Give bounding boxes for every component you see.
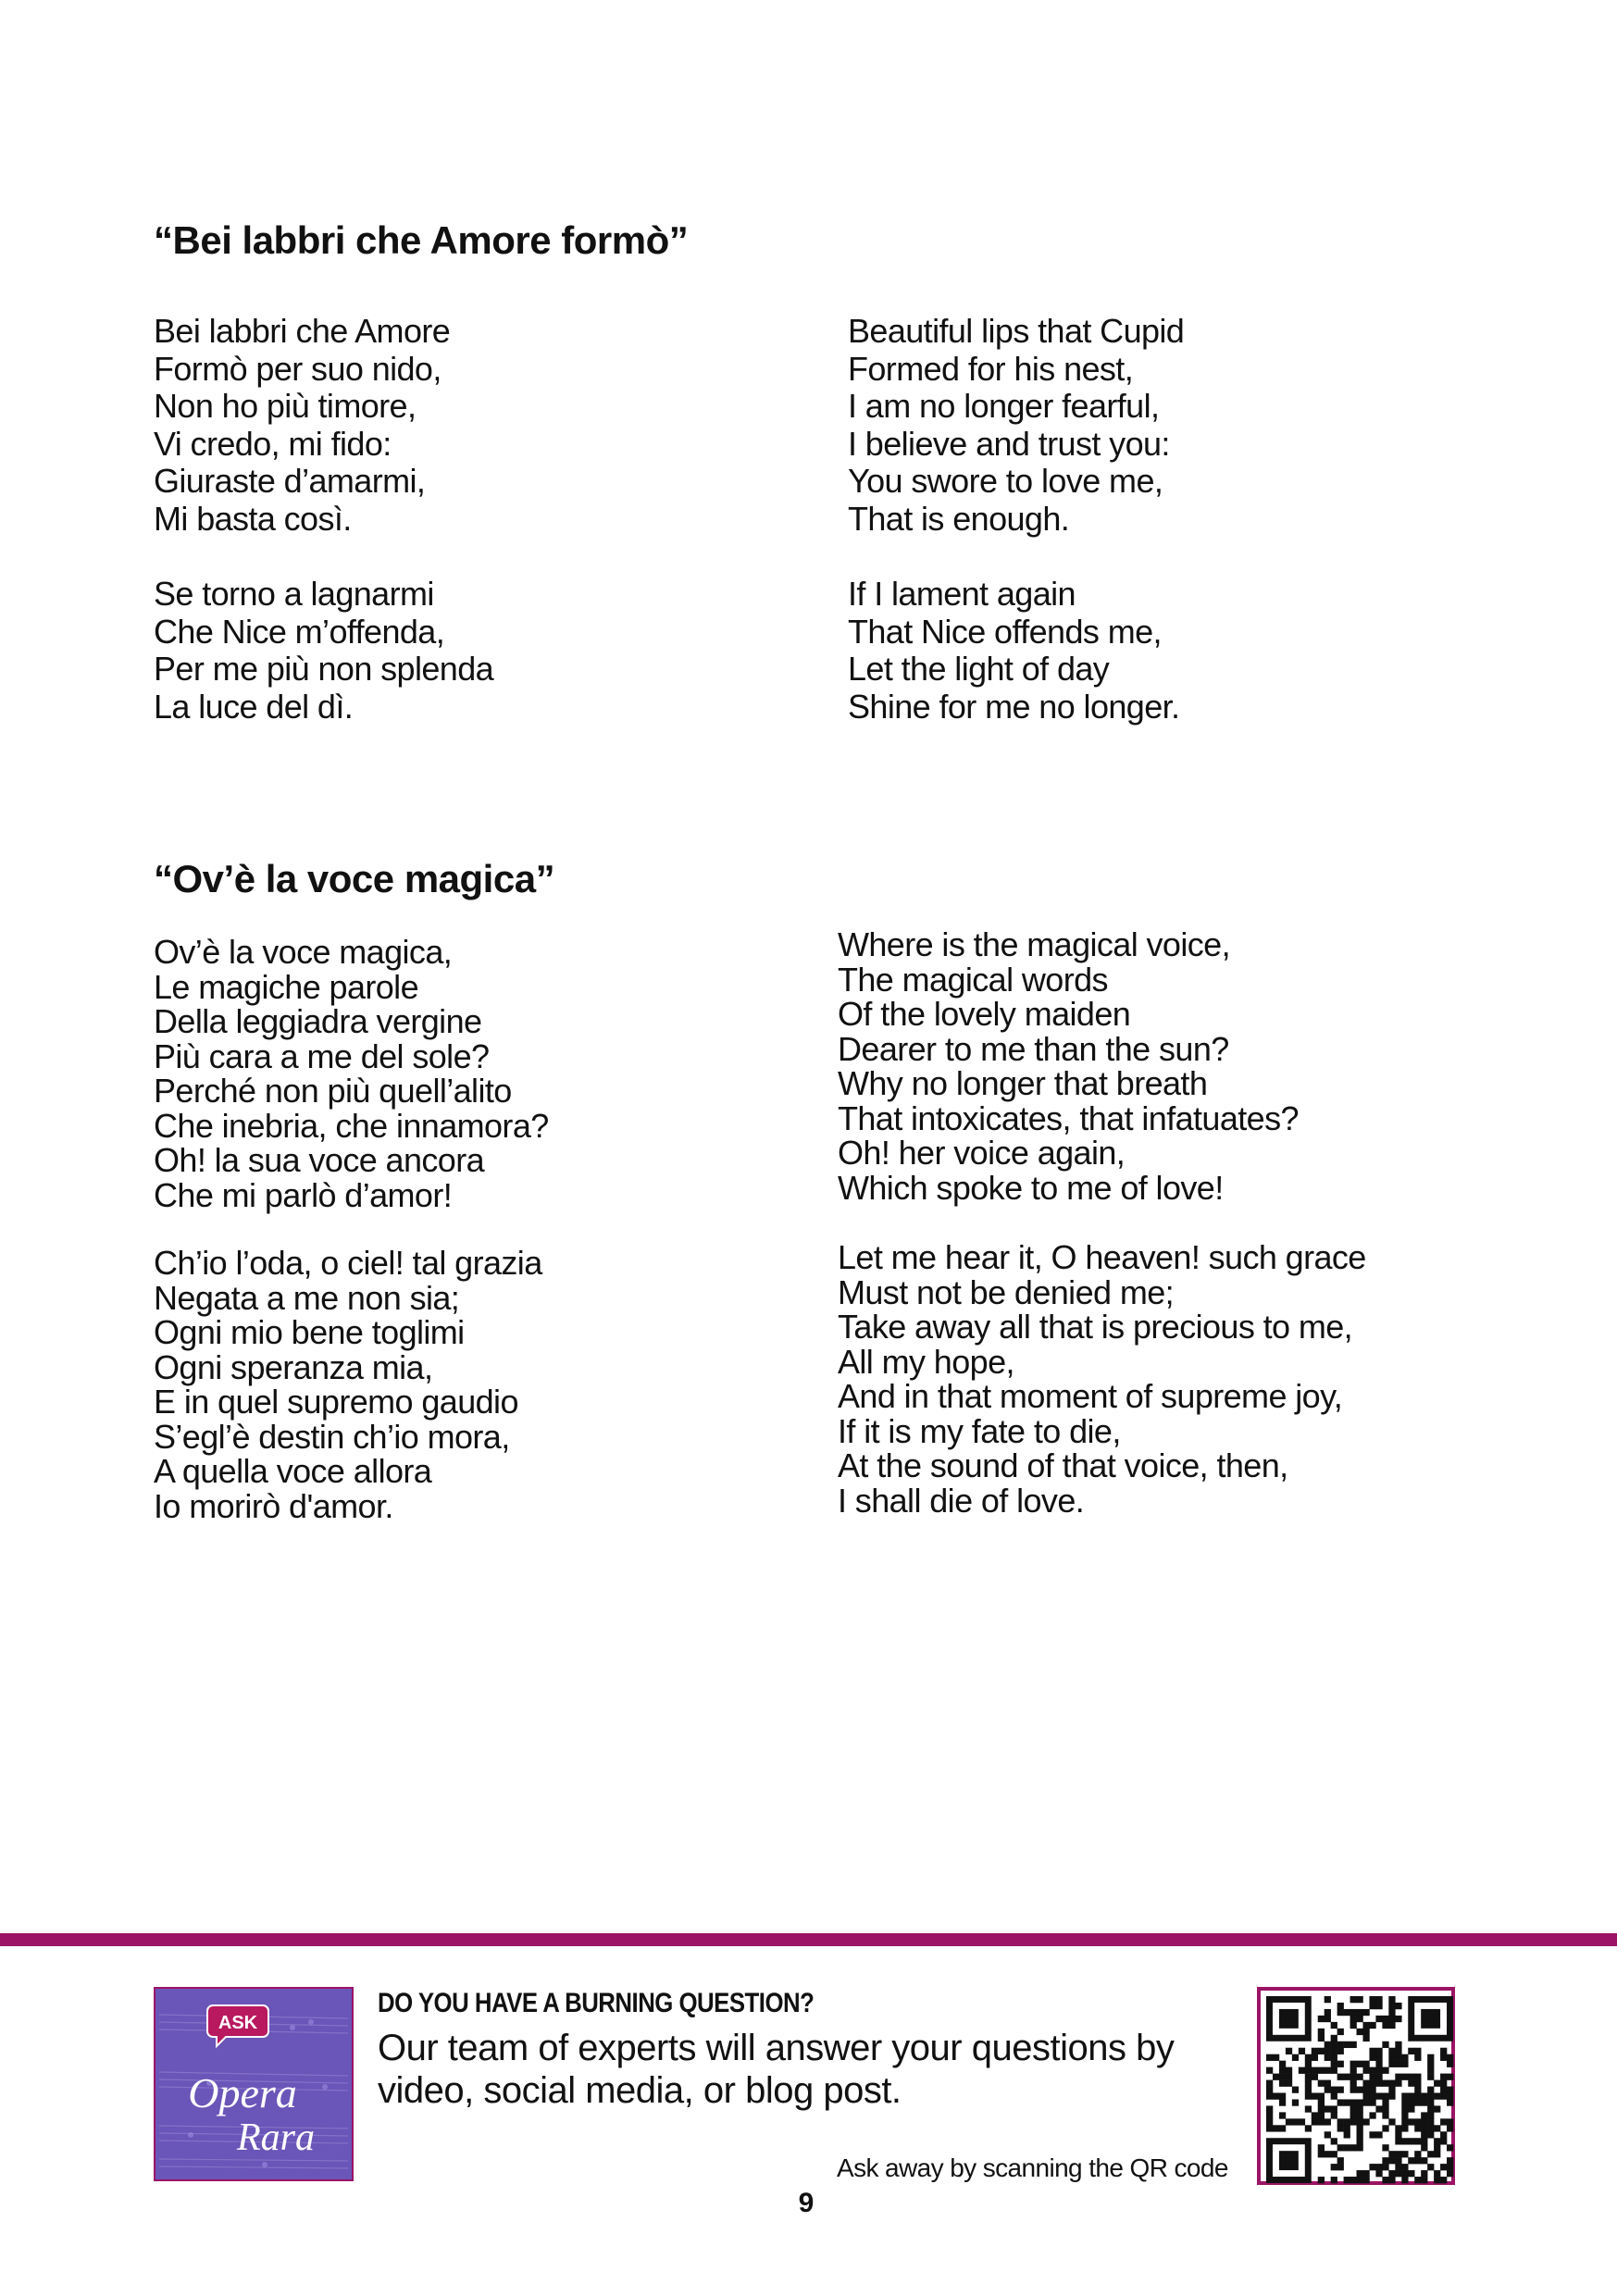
italian-stanza-4 [154,1246,542,1523]
lyric-line: Dearer to me than the sun? [838,1029,1229,1068]
lyric-line: Of the lovely maiden [838,995,1131,1033]
lyric-line: The magical words [838,960,1108,999]
english-stanza-3 [838,927,1299,1205]
qr-code-icon[interactable] [1257,1987,1455,2185]
lyric-line: Vi credo, mi fido: [154,424,392,463]
footer-heading: DO YOU HAVE A BURNING QUESTION? [378,1988,815,2018]
qr-caption: Ask away by scanning the QR code [837,2153,1228,2182]
lyric-line: Io morirò d'amor. [154,1486,393,1525]
lyric-line: Must not be denied me; [838,1272,1175,1311]
lyric-line: All my hope, [838,1342,1014,1381]
lyric-line: Oh! her voice again, [838,1134,1126,1172]
page-number: 9 [798,2188,815,2218]
lyric-line: Che mi parlò d’amor! [154,1175,453,1214]
lyric-line: E in quel supremo gaudio [154,1383,518,1421]
lyric-line: I shall die of love. [838,1481,1085,1520]
lyric-line: Which spoke to me of love! [838,1168,1224,1207]
song-title-bei-labbri: “Bei labbri che Amore formò” [154,218,689,262]
logo-badge-text: ASK [218,2013,258,2033]
italian-stanza-3 [154,935,549,1212]
lyric-line: Beautiful lips that Cupid [848,312,1185,350]
english-stanza-2 [848,576,1179,726]
lyric-line: Per me più non splenda [154,650,494,688]
logo-word-opera: Opera [188,2069,297,2116]
lyric-line: Che inebria, che innamora? [154,1106,549,1145]
lyric-line: Non ho più timore, [154,387,417,425]
lyric-line: Mi basta così. [154,499,352,538]
lyric-line: If it is my fate to die, [838,1411,1121,1450]
ask-opera-rara-logo [154,1987,354,2181]
lyric-line: That intoxicates, that infatuates? [838,1098,1299,1137]
lyric-line: At the sound of that voice, then, [838,1446,1288,1484]
lyric-line: That is enough. [848,499,1070,538]
lyric-line: Perché non più quell’alito [154,1072,512,1110]
english-stanza-1 [848,313,1184,538]
italian-stanza-2 [154,576,493,726]
lyric-line: Ogni mio bene toglimi [154,1313,465,1351]
lyric-line: Se torno a lagnarmi [154,575,434,613]
lyric-line: Let me hear it, O heaven! such grace [838,1238,1366,1276]
lyric-line: Ov’è la voce magica, [154,933,453,971]
lyric-line: A quella voce allora [154,1452,432,1490]
lyric-line: That Nice offends me, [848,612,1162,651]
lyric-line: Che Nice m’offenda, [154,612,445,651]
lyric-line: Giuraste d’amarmi, [154,462,426,500]
lyric-line: Take away all that is precious to me, [838,1308,1353,1346]
footer-divider-bar [0,1933,1617,1946]
song-title-ove-la-voce: “Ov’è la voce magica” [154,857,555,900]
lyric-line: Le magiche parole [154,967,418,1006]
lyric-line: S’egl’è destin ch’io mora, [154,1417,510,1456]
lyric-line: Bei labbri che Amore [154,312,451,350]
lyric-line: La luce del dì. [154,687,354,726]
lyric-line: I believe and trust you: [848,424,1170,463]
lyric-line: Negata a me non sia; [154,1278,460,1317]
lyric-line: Ogni speranza mia, [154,1347,433,1386]
lyric-line: Where is the magical voice, [838,925,1230,963]
lyric-line: Oh! la sua voce ancora [154,1141,485,1179]
lyric-line: Più cara a me del sole? [154,1036,490,1075]
lyric-line: Shine for me no longer. [848,687,1180,726]
lyric-line: If I lament again [848,575,1076,613]
footer-body-line: video, social media, or blog post. [378,2070,902,2111]
lyric-line: I am no longer fearful, [848,387,1160,425]
lyric-line: Let the light of day [848,650,1110,688]
lyric-line: Ch’io l’oda, o ciel! tal grazia [154,1244,542,1282]
lyric-line: Why no longer that breath [838,1064,1208,1102]
lyric-line: Formò per suo nido, [154,349,442,388]
footer-body-text [378,2027,1174,2112]
lyric-line: Della leggiadra vergine [154,1002,482,1040]
footer-body-line: Our team of experts will answer your questions by [378,2028,1175,2068]
lyric-line: You swore to love me, [848,462,1163,500]
italian-stanza-1 [154,313,450,538]
lyric-line: And in that moment of supreme joy, [838,1377,1343,1415]
english-stanza-4 [838,1240,1366,1518]
lyric-line: Formed for his nest, [848,349,1134,388]
logo-word-rara: Rara [237,2116,315,2159]
